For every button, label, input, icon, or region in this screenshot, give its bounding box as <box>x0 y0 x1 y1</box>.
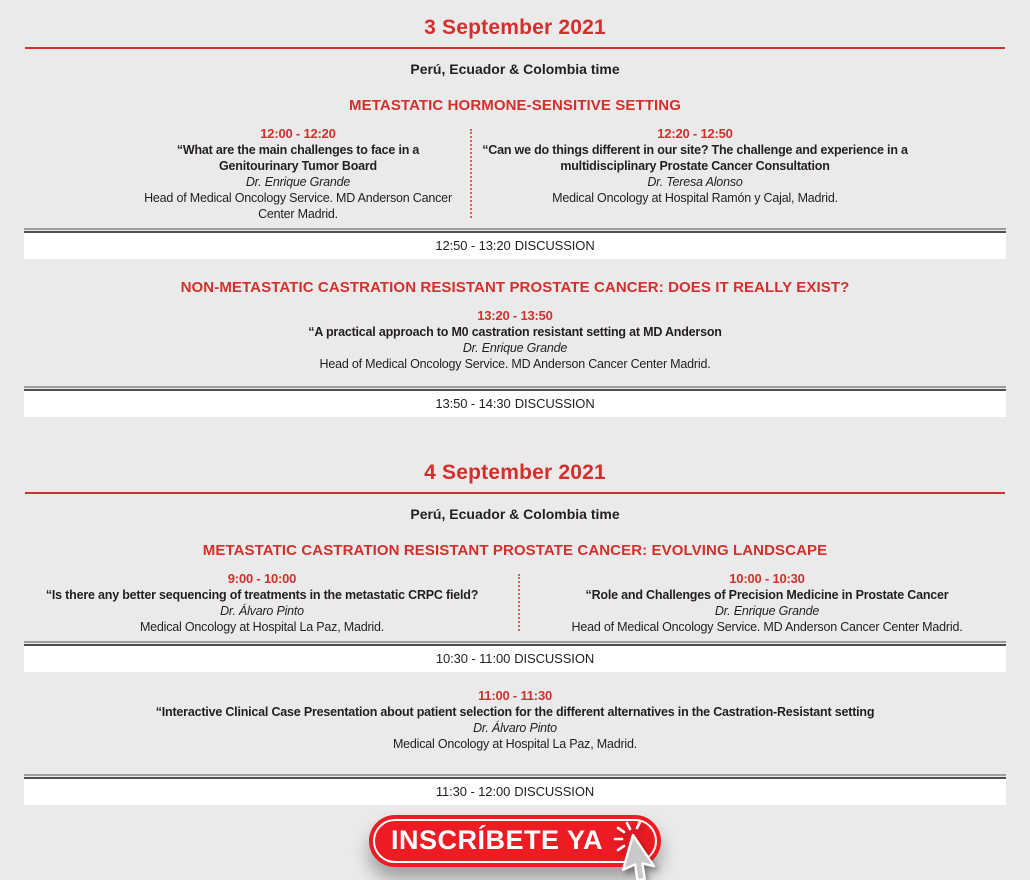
discussion-bar <box>24 386 1006 417</box>
session-affiliation: Medical Oncology at Hospital Ramón y Cajal, Madrid. <box>552 191 838 205</box>
discussion-label: DISCUSSION <box>514 396 595 411</box>
session-speaker: Dr. Enrique Grande <box>245 175 351 189</box>
session-time: 12:00 - 12:20 <box>260 126 336 141</box>
red-rule <box>25 47 1005 49</box>
session-speaker: Dr. Álvaro Pinto <box>220 604 304 618</box>
discussion-bar <box>24 641 1006 672</box>
session-column-left <box>0 571 518 635</box>
bar-line-light <box>24 774 1006 776</box>
discussion-bar <box>24 228 1006 259</box>
discussion-text <box>24 391 1006 417</box>
session-time: 10:00 - 10:30 <box>729 571 805 586</box>
session-affiliation: Medical Oncology at Hospital La Paz, Madrid. <box>139 620 385 634</box>
day-1-title: 3 September 2021 <box>424 16 606 39</box>
session-card <box>30 688 1000 752</box>
session-column-right <box>520 571 1030 635</box>
discussion-text <box>24 779 1006 805</box>
bar-line-light <box>24 228 1006 230</box>
arrow-cursor-icon <box>621 835 660 880</box>
discussion-bar <box>24 774 1006 805</box>
day-2-section-1-heading: METASTATIC CASTRATION RESISTANT PROSTATE CANCER: EVOLVING LANDSCAPE <box>202 542 828 559</box>
session-card <box>532 571 1002 635</box>
day-1-section <box>0 0 1030 417</box>
session-title: “Interactive Clinical Case Presentation about patient selection for the different alternatives in the Castration-Resistant setting <box>155 705 875 719</box>
bar-line-light <box>24 641 1006 643</box>
day-2-sessions-row <box>0 571 1030 635</box>
session-title: “Role and Challenges of Precision Medicine in Prostate Cancer <box>585 588 949 602</box>
discussion-time: 11:30 - 12:00 <box>435 784 511 799</box>
bar-line-light <box>24 386 1006 388</box>
discussion-time: 13:50 - 14:30 <box>435 396 511 411</box>
session-title: “Can we do things different in our site? The challenge and experience in a multidisciplinary Prostate Cancer Consultation <box>482 143 908 173</box>
session-card <box>16 571 508 635</box>
session-column-right <box>472 126 1030 222</box>
session-time: 11:00 - 11:30 <box>477 688 553 703</box>
day-1-sessions-row <box>0 126 1030 222</box>
discussion-label: DISCUSSION <box>514 238 595 253</box>
session-affiliation: Head of Medical Oncology Service. MD Anderson Cancer Center Madrid. <box>571 620 963 634</box>
session-title: “What are the main challenges to face in a Genitourinary Tumor Board <box>176 143 420 173</box>
register-button-label: INSCRÍBETE YA <box>390 824 604 855</box>
session-card <box>30 308 1000 372</box>
session-time: 12:20 - 12:50 <box>657 126 733 141</box>
session-time: 9:00 - 10:00 <box>227 571 297 586</box>
discussion-time: 12:50 - 13:20 <box>435 238 511 253</box>
day-1-section-2-heading: NON-METASTATIC CASTRATION RESISTANT PROSTATE CANCER: DOES IT REALLY EXIST? <box>180 279 850 296</box>
session-speaker: Dr. Álvaro Pinto <box>473 721 557 735</box>
session-affiliation: Medical Oncology at Hospital La Paz, Madrid. <box>392 737 638 751</box>
day-2-section <box>0 461 1030 805</box>
session-time: 13:20 - 13:50 <box>477 308 553 323</box>
session-speaker: Dr. Enrique Grande <box>714 604 820 618</box>
session-title: “A practical approach to M0 castration resistant setting at MD Anderson <box>308 325 722 339</box>
day-1-section-1-heading: METASTATIC HORMONE-SENSITIVE SETTING <box>349 97 681 114</box>
discussion-label: DISCUSSION <box>514 784 595 799</box>
discussion-text <box>24 646 1006 672</box>
session-affiliation: Head of Medical Oncology Service. MD Anderson Cancer Center Madrid. <box>144 191 452 221</box>
day-1-timezone: Perú, Ecuador & Colombia time <box>410 61 620 77</box>
red-rule <box>25 492 1005 494</box>
session-speaker: Dr. Teresa Alonso <box>647 175 743 189</box>
session-title: “Is there any better sequencing of treatments in the metastatic CRPC field? <box>45 588 479 602</box>
cursor-click-icon <box>600 815 690 880</box>
cta-area <box>0 815 1030 880</box>
discussion-time: 10:30 - 11:00 <box>435 651 511 666</box>
session-card <box>137 126 459 222</box>
session-column-left <box>0 126 470 222</box>
session-speaker: Dr. Enrique Grande <box>462 341 568 355</box>
discussion-text <box>24 233 1006 259</box>
day-2-timezone: Perú, Ecuador & Colombia time <box>410 506 620 522</box>
session-card <box>480 126 910 206</box>
day-2-title: 4 September 2021 <box>424 461 606 484</box>
discussion-label: DISCUSSION <box>514 651 595 666</box>
session-affiliation: Head of Medical Oncology Service. MD Anderson Cancer Center Madrid. <box>319 357 711 371</box>
